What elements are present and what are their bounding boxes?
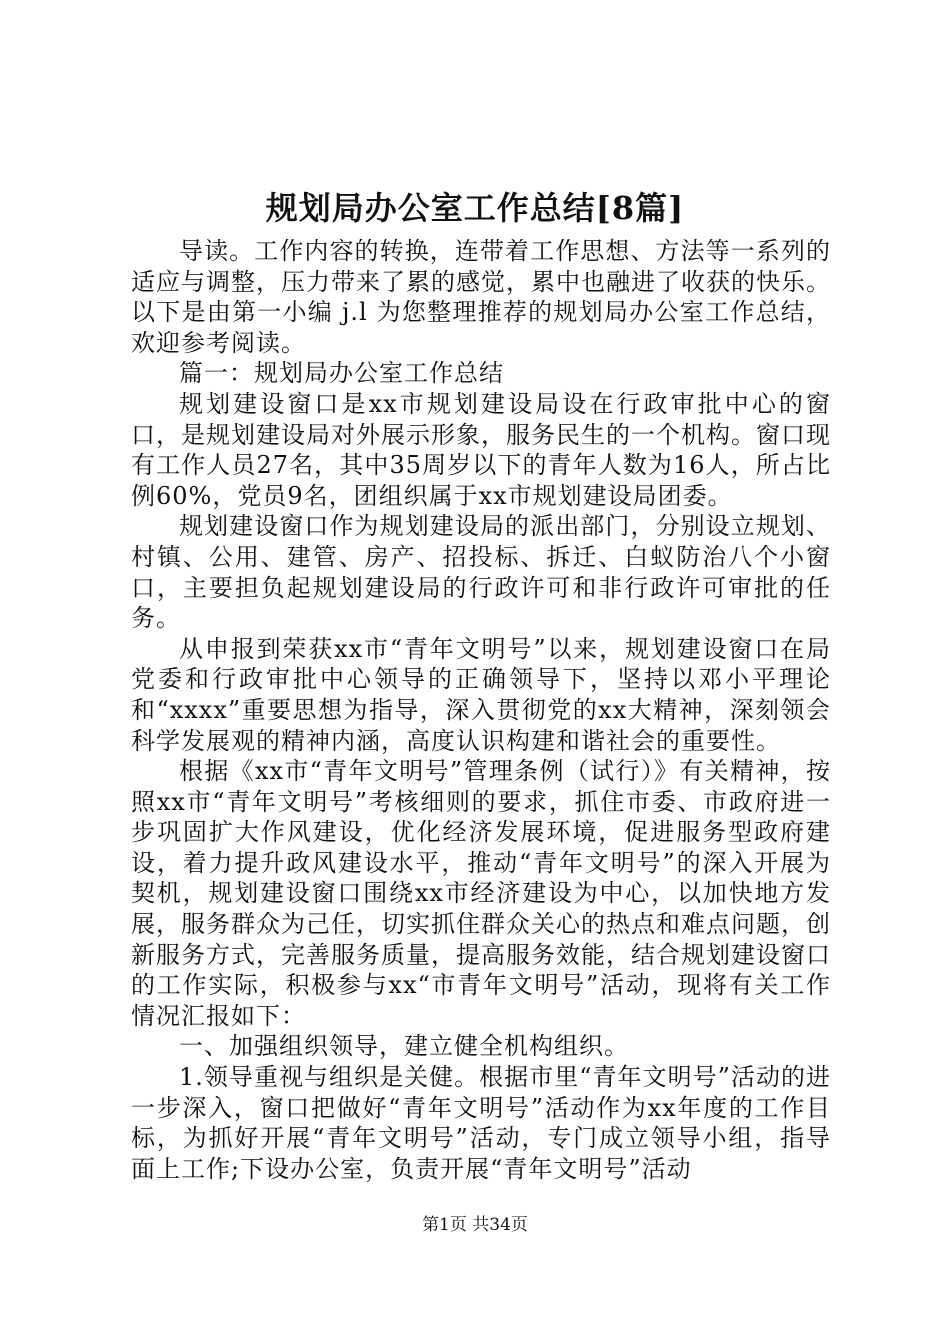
subsection-heading: 一、加强组织领导，建立健全机构组织。 xyxy=(179,1032,629,1061)
section-heading-part-one: 篇一：规划局办公室工作总结 xyxy=(179,359,504,388)
paragraph: 规划建设窗口是xx市规划建设局设在行政审批中心的窗口，是规划建设局对外展示形象，服务民生的一个机构。窗口现有工作人员27名，其中35周岁以下的青年人数为16人，所占比例60%，党员9名，团组织属于xx市规划建设局团委。 xyxy=(131,389,831,510)
paragraph: 规划建设窗口作为规划建设局的派出部门，分别设立规划、村镇、公用、建管、房产、招投标、拆迁、白蚁防治八个小窗口，主要担负起规划建设局的行政许可和非行政许可审批的任务。 xyxy=(131,512,831,633)
document-title: 规划局办公室工作总结[8篇] xyxy=(265,189,685,227)
page-footer: 第1页 共34页 xyxy=(422,1215,528,1235)
paragraph-intro: 导读。工作内容的转换，连带着工作思想、方法等一系列的适应与调整，压力带来了累的感觉，累中也融进了收获的快乐。以下是由第一小编 j.l 为您整理推荐的规划局办公室工作总结，欢迎参考阅读。 xyxy=(131,237,831,357)
paragraph: 从申报到荣获xx市“青年文明号”以来，规划建设窗口在局党委和行政审批中心领导的正确领导下，坚持以邓小平理论和“xxxx”重要思想为指导，深入贯彻党的xx大精神，深刻领会科学发展观的精神内涵，高度认识构建和谐社会的重要性。 xyxy=(131,634,831,755)
paragraph: 1.领导重视与组织是关健。根据市里“青年文明号”活动的进一步深入，窗口把做好“青年文明号”活动作为xx年度的工作目标，为抓好开展“青年文明号”活动，专门成立领导小组，指导面上工作;下设办公室，负责开展“青年文明号”活动 xyxy=(131,1063,831,1183)
document-body xyxy=(131,236,831,1184)
paragraph: 根据《xx市“青年文明号”管理条例（试行）》有关精神，按照xx市“青年文明号”考核细则的要求，抓住市委、市政府进一步巩固扩大作风建设，优化经济发展环境，促进服务型政府建设，着力提升政风建设水平，推动“青年文明号”的深入开展为契机，规划建设窗口围绕xx市经济建设为中心，以加快地方发展，服务群众为己任，切实抓住群众关心的热点和难点问题，创新服务方式，完善服务质量，提高服务效能，结合规划建设窗口的工作实际，积极参与xx“市青年文明号”活动，现将有关工作情况汇报如下： xyxy=(131,757,831,1030)
